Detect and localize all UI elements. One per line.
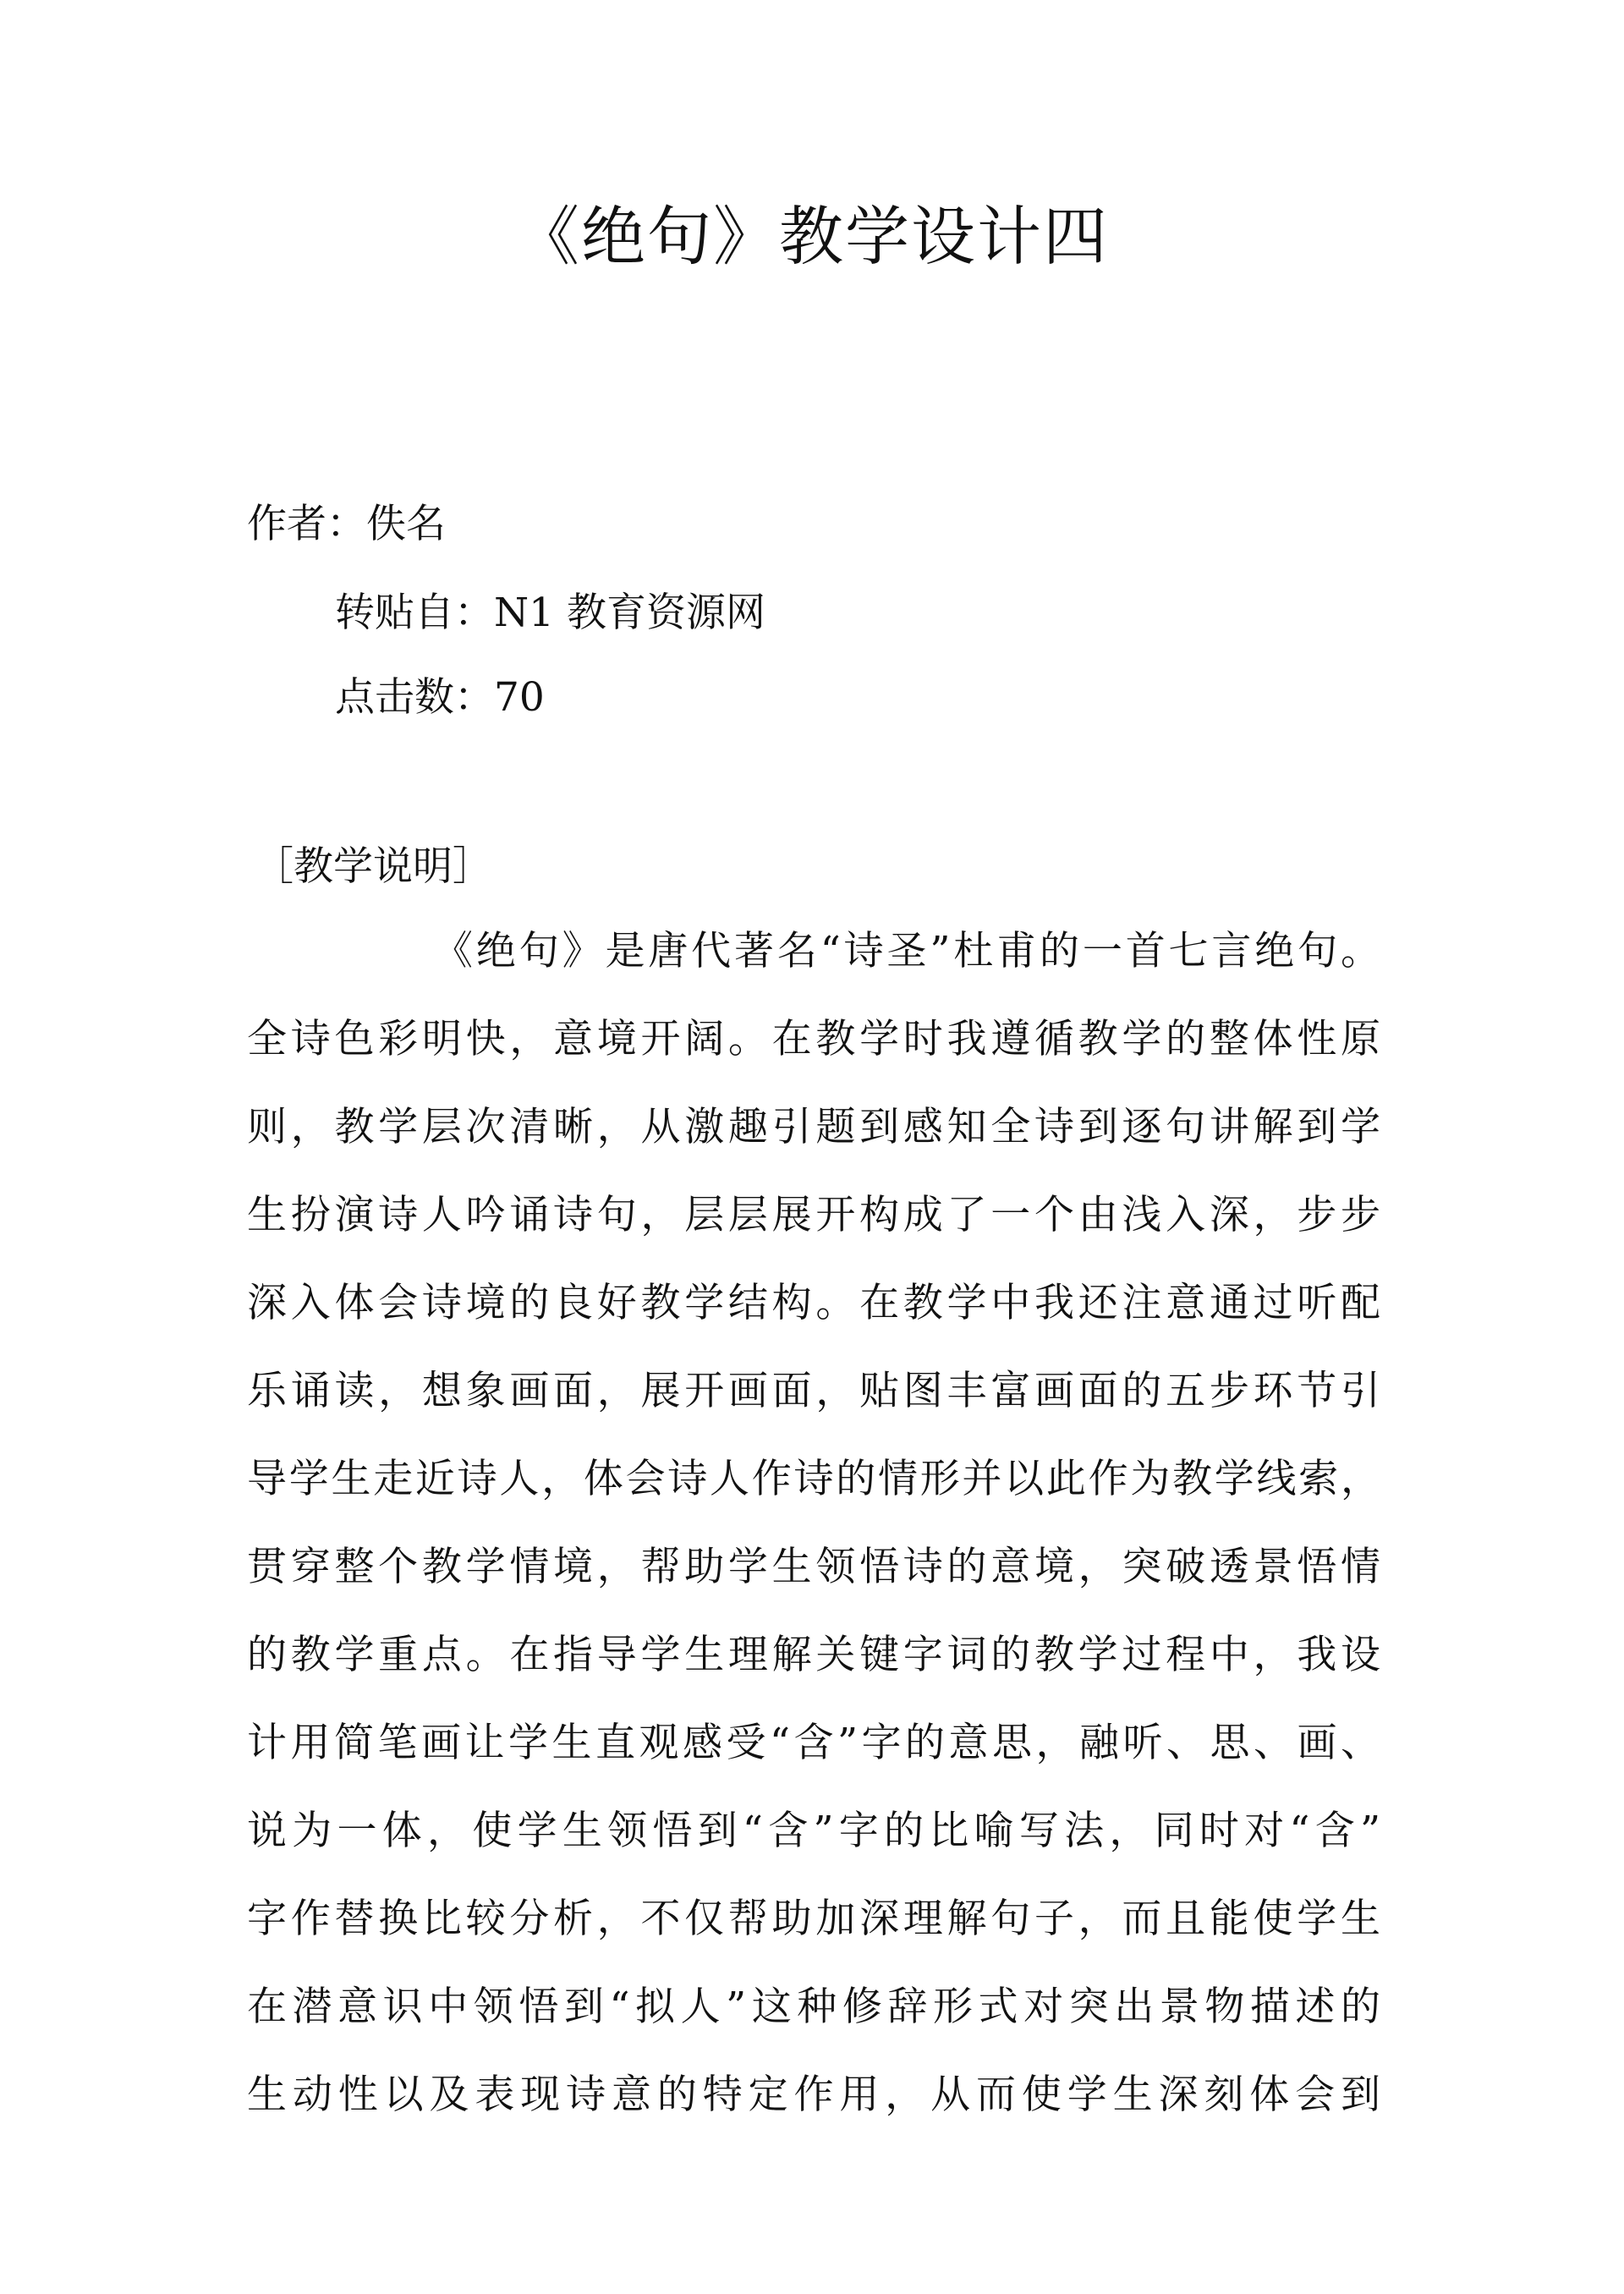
body-line: 则，教学层次清晰，从激趣引题到感知全诗到逐句讲解到学 xyxy=(247,1104,1380,1150)
body-line: 生扮演诗人吟诵诗句，层层展开构成了一个由浅入深，步步 xyxy=(247,1192,1380,1238)
body-line: 说为一体，使学生领悟到“含”字的比喻写法，同时对“含” xyxy=(247,1808,1380,1854)
source-line: 转贴自：N1 教育资源网 xyxy=(335,590,765,636)
body-line: 全诗色彩明快，意境开阔。在教学时我遵循教学的整体性原 xyxy=(247,1016,1380,1062)
click-count-line: 点击数：70 xyxy=(335,674,545,721)
body-line: 在潜意识中领悟到“拟人”这种修辞形式对突出景物描述的 xyxy=(247,1984,1380,2030)
author-line: 作者：佚名 xyxy=(247,501,446,547)
body-line: 导学生走近诗人，体会诗人作诗的情形并以此作为教学线索， xyxy=(247,1456,1380,1502)
body-line: 深入体会诗境的良好教学结构。在教学中我还注意通过听配 xyxy=(247,1280,1380,1326)
body-line: 《绝句》是唐代著名“诗圣”杜甫的一首七言绝句。 xyxy=(433,928,1380,974)
section-heading: ［教学说明］ xyxy=(254,843,492,890)
body-line: 计用简笔画让学生直观感受“含”字的意思，融听、思、画、 xyxy=(247,1720,1380,1766)
body-line: 生动性以及表现诗意的特定作用，从而使学生深刻体会到 xyxy=(247,2072,1380,2118)
body-line: 的教学重点。在指导学生理解关键字词的教学过程中，我设 xyxy=(247,1632,1380,1678)
body-line: 字作替换比较分析，不仅帮助加深理解句子，而且能使学生 xyxy=(247,1896,1380,1942)
body-line: 乐诵读，想象画面，展开画面，贴图丰富画面的五步环节引 xyxy=(247,1368,1380,1414)
body-line: 贯穿整个教学情境，帮助学生领悟诗的意境，突破透景悟情 xyxy=(247,1544,1380,1590)
page-title: 《绝句》教学设计四 xyxy=(515,199,1109,274)
body-text xyxy=(247,922,1380,2154)
